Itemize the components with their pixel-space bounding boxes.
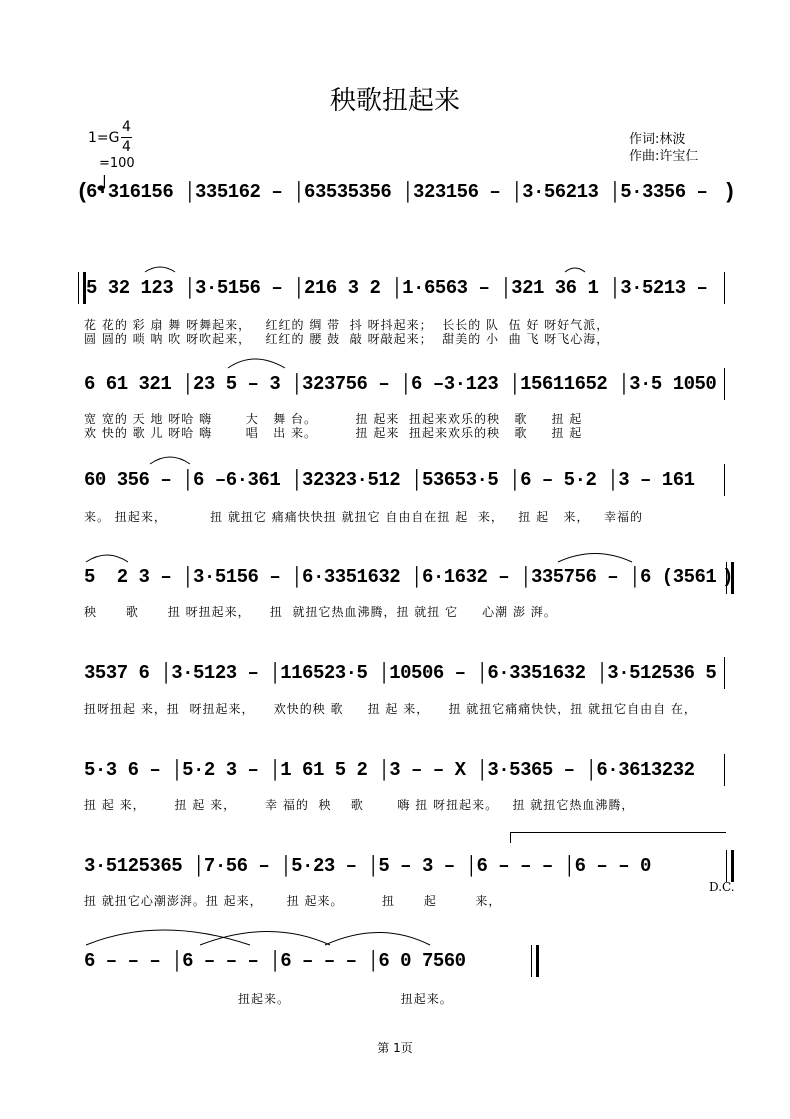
lyric-line-3: 来。 扭起来， 扭 就扭它 痛痛快快扭 就扭它 自由自在扭 起 来， 扭 起 来， 幸福的 [84,510,643,524]
lyricist-credit: 作词:林波 [629,132,686,147]
lyric-line-7: 扭 就扭它心潮澎湃。扭 起来， 扭 起来。 扭 起 来， [84,894,502,908]
intro-open-paren: ( [76,180,89,205]
repeat-end-paren: ) [722,566,733,588]
lyric-line-1-verse-1: 花 花的 彩 扇 舞 呀舞起来， 红红的 绸 带 抖 呀抖起来； 长长的 队 伍 好 呀好气派， [84,318,610,332]
staff-line-8: 6 – – – │6 – – – │6 – – – │6 0 7560 [84,950,466,972]
lyric-line-4: 秧 歌 扭 呀扭起来， 扭 就扭它热血沸腾，扭 就扭 它 心潮 澎 湃。 [84,605,557,619]
staff-line-3: 60 356 – │6 –6·361 │32323·512 │53653·5 │6 – 5·2 │3 – 161 [84,469,695,491]
composer-credit: 作曲:许宝仁 [629,149,699,164]
lyric-line-8: 扭起来。 扭起来。 [238,992,453,1006]
staff-line-7: 3·5125365 │7·56 – │5·23 – │5 – 3 – │6 – – – │6 – – 0 [84,855,651,877]
page-number: 第 1页 [377,1041,413,1055]
lyric-line-6: 扭 起 来， 扭 起 来， 幸 福的 秧 歌 嗨 扭 呀扭起来。 扭 就扭它热血沸腾， [84,798,635,812]
da-capo-mark: D.C. [709,880,735,894]
lyric-line-1-verse-2: 圆 圆的 唢 呐 吹 呀吹起来， 红红的 腰 鼓 敲 呀敲起来； 甜美的 小 曲 飞 呀飞心海， [84,332,610,346]
staff-line-6: 5·3 6 – │5·2 3 – │1 61 5 2 │3 – – X │3·5365 – │6·3613232 [84,759,695,781]
intro-notes: 6·316156 │335162 – │63535356 │323156 – │3·56213 │5·3356 – [86,181,708,203]
lyric-line-2-verse-1: 宽 宽的 天 地 呀哈 嗨 大 舞 台。 扭 起来 扭起来欢乐的秧 歌 扭 起 [84,412,583,426]
lyric-line-5: 扭呀扭起 来，扭 呀扭起来， 欢快的秧 歌 扭 起 来， 扭 就扭它痛痛快快，扭 就扭它自由自 在， [84,702,697,716]
staff-line-4: 5 2 3 – │3·5156 – │6·3351632 │6·1632 – │335756 – │6 (3561 [84,566,717,588]
tempo-mark: =100 [99,156,135,171]
staff-line-2: 6 61 321 │23 5 – 3 │323756 – │6 –3·123 │15611652 │3·5 1050 [84,373,717,395]
staff-line-5: 3537 6 │3·5123 – │116523·5 │10506 – │6·3351632 │3·512536 5 [84,662,717,684]
staff-line-1: 5 32 123 │3·5156 – │216 3 2 │1·6563 – │321 36 1 │3·5213 – [86,277,708,299]
time-signature-bottom: 4 [122,139,131,155]
key-signature: 1=G [88,130,120,146]
time-signature-top: 4 [122,119,131,135]
song-title: 秧歌扭起来 [329,86,460,116]
lyric-line-2-verse-2: 欢 快的 歌 儿 呀哈 嗨 唱 出 来。 扭 起来 扭起来欢乐的秧 歌 扭 起 [84,426,583,440]
intro-close-paren: ) [723,180,736,205]
